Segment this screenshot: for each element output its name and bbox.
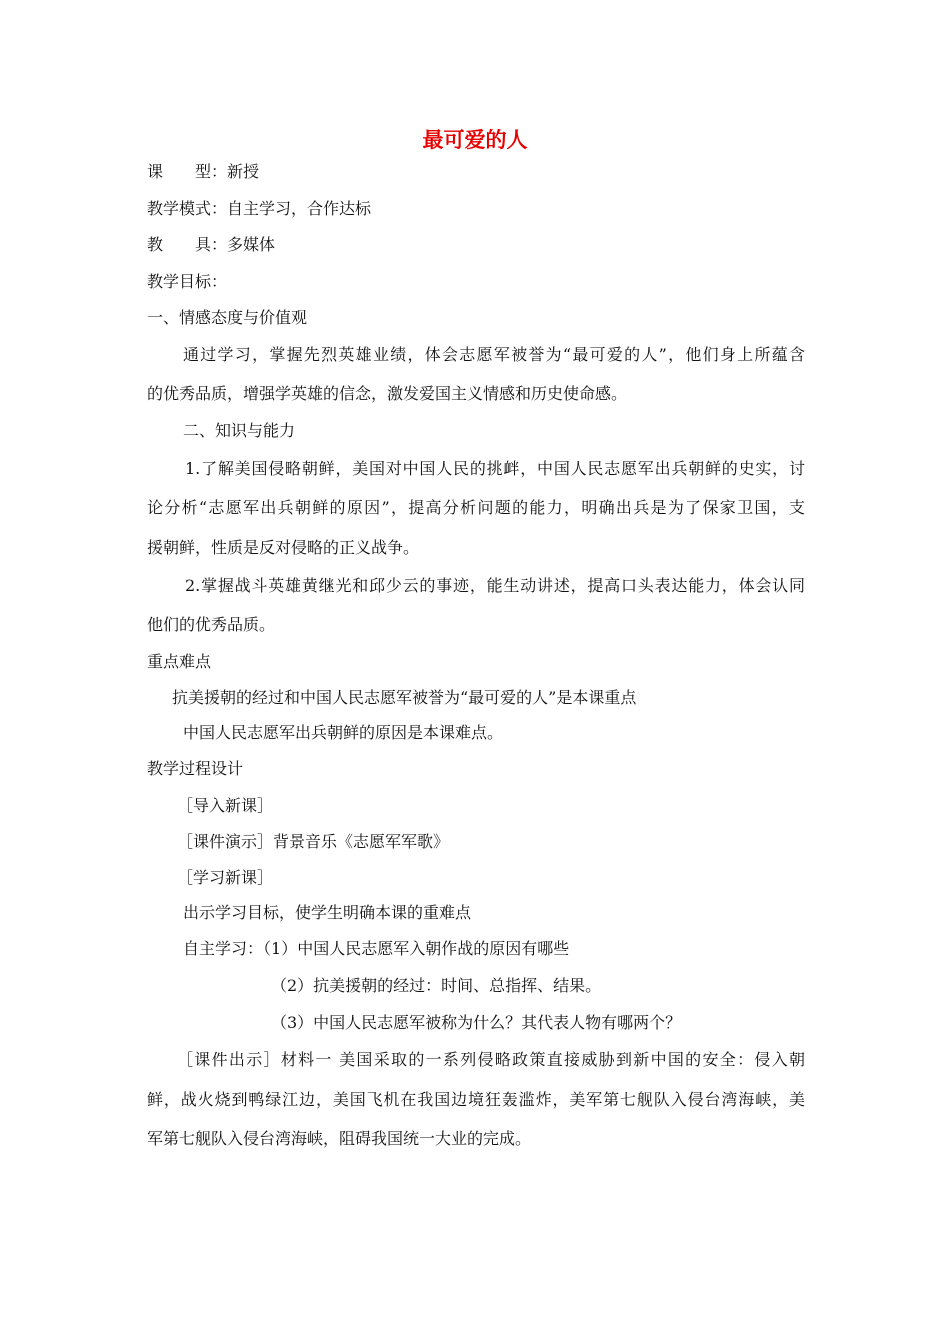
learning-goal-line: 出示学习目标，使学生明确本课的重难点 [183,903,472,922]
section1-paragraph-line: 通过学习，掌握先烈英雄业绩，体会志愿军被誉为“最可爱的人”，他们身上所蕴含 [183,345,805,364]
self-study-question: （3）中国人民志愿军被称为什么？其代表人物有哪两个？ [271,1013,682,1032]
teaching-mode-label: 教学模式： [147,199,228,218]
page-title: 最可爱的人 [422,128,528,152]
teaching-tools-row [147,234,275,256]
intro-lesson-marker: ［导入新课］ [177,796,274,815]
self-study-row [183,938,569,960]
course-type-value: 新授 [227,162,260,181]
item2-line: 2.掌握战斗英雄黄继光和邱少云的事迹，能生动讲述，提高口头表达能力，体会认同 [185,576,805,595]
material-line: 鲜，战火烧到鸭绿江边，美国飞机在我国边境狂轰滥炸，美军第七舰队入侵台湾海峡，美 [147,1090,805,1109]
objectives-heading: 教学目标： [147,272,228,291]
material-line: 军第七舰队入侵台湾海峡，阻碍我国统一大业的完成。 [147,1129,532,1148]
teaching-tools-label: 教 具： [147,235,228,254]
courseware-demo-line: ［课件演示］背景音乐《志愿军军歌》 [177,832,450,851]
material-line: ［课件出示］材料一 美国采取的一系列侵略政策直接威胁到新中国的安全：侵入朝 [177,1050,805,1069]
teaching-tools-value: 多媒体 [227,235,276,254]
course-type-row [147,161,259,183]
self-study-question: （1）中国人民志愿军入朝作战的原因有哪些 [263,939,570,958]
course-type-label: 课 型： [147,162,228,181]
teaching-mode-row [147,198,371,220]
self-study-label: 自主学习： [183,939,264,958]
item1-line: 援朝鲜，性质是反对侵略的正义战争。 [147,538,420,557]
item1-line: 1.了解美国侵略朝鲜，美国对中国人民的挑衅，中国人民志愿军出兵朝鲜的史实，讨 [185,459,805,478]
teaching-mode-value: 自主学习，合作达标 [227,199,372,218]
difficulty-text: 中国人民志愿军出兵朝鲜的原因是本课难点。 [183,723,504,742]
process-heading: 教学过程设计 [147,759,244,778]
section1-heading: 一、情感态度与价值观 [147,308,308,327]
item1-line: 论分析“志愿军出兵朝鲜的原因”，提高分析问题的能力，明确出兵是为了保家卫国，支 [147,498,805,517]
section1-paragraph-line: 的优秀品质，增强学英雄的信念，激发爱国主义情感和历史使命感。 [147,384,628,403]
item2-line: 他们的优秀品质。 [147,615,276,634]
self-study-question: （2）抗美援朝的经过：时间、总指挥、结果。 [271,976,602,995]
section2-heading: 二、知识与能力 [183,421,296,440]
key-points-heading: 重点难点 [147,652,212,671]
learn-lesson-marker: ［学习新课］ [177,868,274,887]
key-point-text: 抗美援朝的经过和中国人民志愿军被誉为“最可爱的人”是本课重点 [172,688,637,707]
